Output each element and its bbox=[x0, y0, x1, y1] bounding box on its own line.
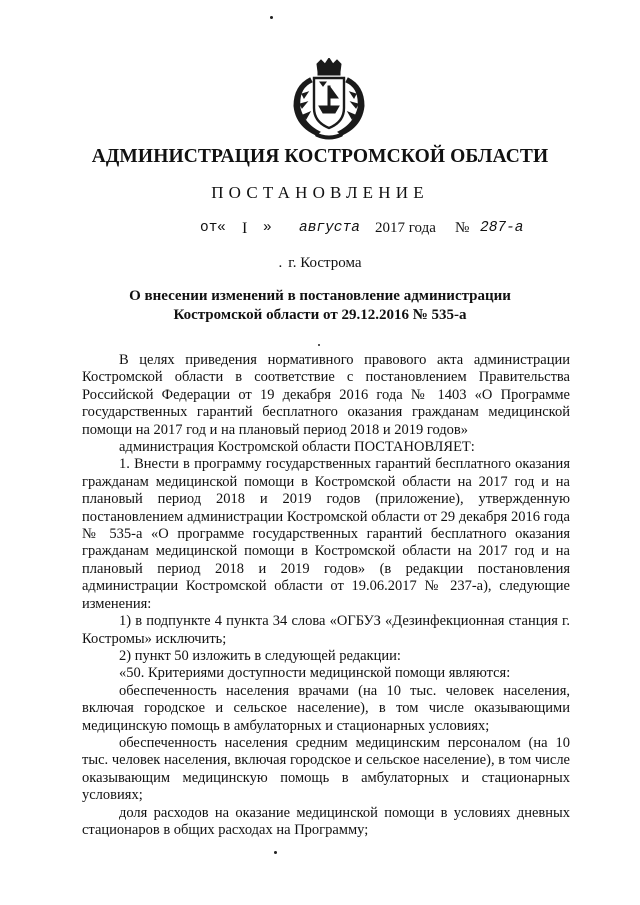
date-day: I bbox=[242, 220, 248, 237]
coat-of-arms-icon bbox=[290, 58, 368, 140]
date-month: августа bbox=[299, 220, 360, 236]
body-paragraph: обеспеченность населения средним медицинским персоналом (на 10 тыс. человек населения, включая городское и сельское население), в том числе оказывающим медицинскую помощь в амбулаторных и стационарных условиях; bbox=[82, 734, 570, 804]
body-paragraph: В целях приведения нормативного правового акта администрации Костромской области в соответствие с постановлением Правительства Российской Федерации от 19 декабря 2016 года № 1403 «О Программе государственных гарантий бесплатного оказания гражданам медицинской помощи на 2017 год и на плановый период 2018 и 2019 годов» bbox=[82, 352, 570, 438]
document-number: 287-а bbox=[480, 220, 524, 236]
number-sign: № bbox=[455, 220, 470, 236]
body-paragraph: 2) пункт 50 изложить в следующей редакции: bbox=[119, 647, 401, 664]
body-paragraph: «50. Критериями доступности медицинской помощи являются: bbox=[119, 665, 511, 682]
body-paragraph: 1. Внести в программу государственных гарантий бесплатного оказания гражданам медицинской помощи в Костромской области на 2017 год и на плановый период 2018 и 2019 годов (приложение), утвержденную постановлением администрации Костромской области от 29 декабря 2016 года № 535-а «О программе государственных гарантий бесплатного оказания гражданам медицинской помощи в Костромской области на 2017 год и на плановый период 2018 и 2019 годов» (в редакции постановления администрации Костромской области от 19.06.2017 № 237-а), следующие изменения: bbox=[82, 456, 570, 612]
date-prefix: от bbox=[200, 220, 218, 236]
document-kind: ПОСТАНОВЛЕНИЕ bbox=[211, 183, 429, 202]
body-paragraph: обеспеченность населения врачами (на 10 тыс. человек населения, включая городское и сельское население), в том числе оказывающими медицинскую помощь в амбулаторных и стационарных условиях; bbox=[82, 682, 570, 734]
scan-speck bbox=[274, 851, 277, 854]
scan-speck bbox=[270, 16, 273, 19]
body-paragraph: доля расходов на оказание медицинской помощи в условиях дневных стационаров в общих расходах на Программу; bbox=[82, 804, 570, 838]
date-quote-close: » bbox=[263, 220, 272, 236]
city-line bbox=[0, 255, 640, 272]
body-paragraph: администрация Костромской области ПОСТАНОВЛЯЕТ: bbox=[119, 439, 475, 456]
date-year: 2017 года bbox=[375, 220, 436, 236]
date-quote-open: « bbox=[217, 220, 226, 236]
subject-line-2: Костромской области от 29.12.2016 № 535-а bbox=[173, 307, 467, 323]
document-subject bbox=[80, 287, 560, 325]
subject-line-1: О внесении изменений в постановление администрации bbox=[129, 288, 511, 304]
city-name: г. Кострома bbox=[288, 255, 362, 271]
document-body bbox=[82, 352, 570, 839]
body-paragraph: 1) в подпункте 4 пункта 34 слова «ОГБУЗ «Дезинфекционная станция г. Костромы» исключить; bbox=[82, 613, 570, 647]
scan-speck bbox=[318, 344, 320, 346]
organization-title: АДМИНИСТРАЦИЯ КОСТРОМСКОЙ ОБЛАСТИ bbox=[91, 146, 549, 167]
city-dot: . bbox=[278, 255, 283, 271]
